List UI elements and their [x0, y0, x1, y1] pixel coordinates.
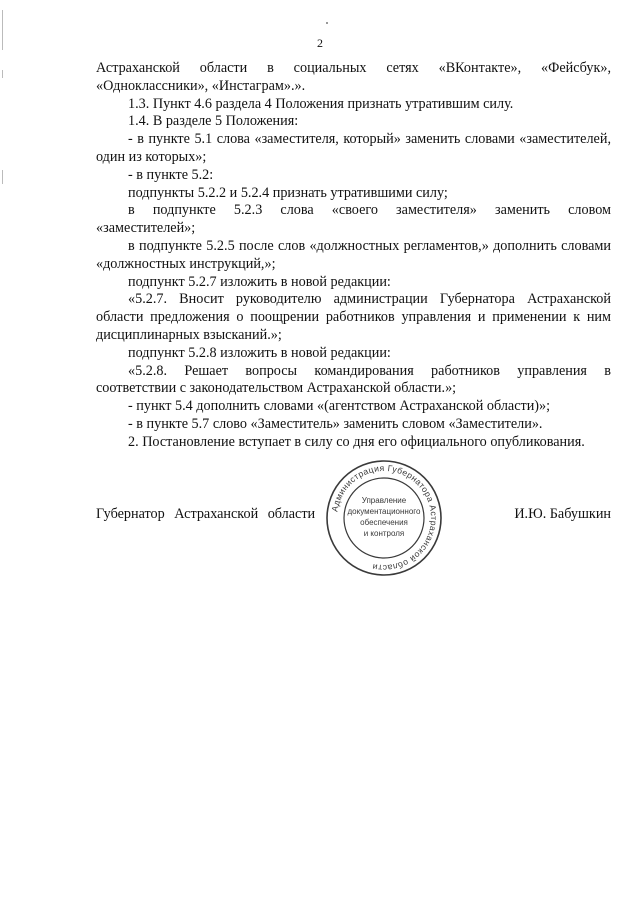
- body-paragraph: - пункт 5.4 дополнить словами «(агентством Астраханской области)»;: [128, 398, 551, 415]
- body-paragraph: в подпункте 5.2.5 после слов «должностных регламентов,» дополнить словами «должностных инструкций,»;: [96, 237, 611, 272]
- body-paragraph: - в пункте 5.1 слова «заместителя, который» заменить словами «заместителей, один из которых»;: [96, 131, 611, 165]
- body-paragraph: «5.2.7. Вносит руководителю администрации Губернатора Астраханской области предложения о поощрении работников управления и применении к ним дисциплинарных взысканий.»;: [96, 291, 611, 343]
- seal-center-line: документационного: [347, 507, 421, 516]
- page-number: 2: [317, 36, 323, 50]
- scan-edge-mark: [2, 10, 3, 50]
- body-paragraph: 1.4. В разделе 5 Положения:: [128, 113, 299, 130]
- official-seal-stamp: [324, 458, 444, 578]
- signer-name: И.Ю. Бабушкин: [514, 506, 611, 522]
- seal-center-text: [348, 496, 422, 538]
- seal-center-line: и контроля: [363, 529, 405, 538]
- body-paragraph: в подпункте 5.2.3 слова «своего заместителя» заменить словом «заместителей»;: [96, 202, 611, 237]
- scan-dot-mark: [326, 22, 328, 24]
- body-paragraph: подпункт 5.2.8 изложить в новой редакции:: [128, 344, 391, 361]
- seal-center-line: Управление: [361, 496, 407, 505]
- seal-ring-textpath: Администрация Губернатора Астраханской области: [329, 462, 440, 574]
- body-paragraph: Астраханской области в социальных сетях «ВКонтакте», «Фейсбук», «Одноклассники», «Инстаграм».».: [96, 60, 611, 94]
- body-paragraph: «5.2.8. Решает вопросы командирования работников управления в соответствии с законодательством Астраханской области.»;: [96, 362, 611, 397]
- body-paragraph: - в пункте 5.7 слово «Заместитель» заменить словом «Заместители».: [128, 415, 543, 432]
- body-paragraph: подпункт 5.2.7 изложить в новой редакции:: [128, 273, 391, 290]
- signer-title: Губернатор Астраханской области: [96, 506, 316, 522]
- body-paragraph: 2. Постановление вступает в силу со дня его официального опубликования.: [128, 433, 585, 450]
- body-paragraph: подпункты 5.2.2 и 5.2.4 признать утратившими силу;: [128, 184, 448, 201]
- scan-edge-mark: [2, 70, 3, 78]
- scan-edge-mark: [2, 170, 3, 184]
- document-body: [96, 60, 611, 452]
- body-paragraph: - в пункте 5.2:: [128, 166, 214, 183]
- body-paragraph: 1.3. Пункт 4.6 раздела 4 Положения признать утратившим силу.: [128, 95, 514, 112]
- seal-center-line: обеспечения: [360, 518, 408, 527]
